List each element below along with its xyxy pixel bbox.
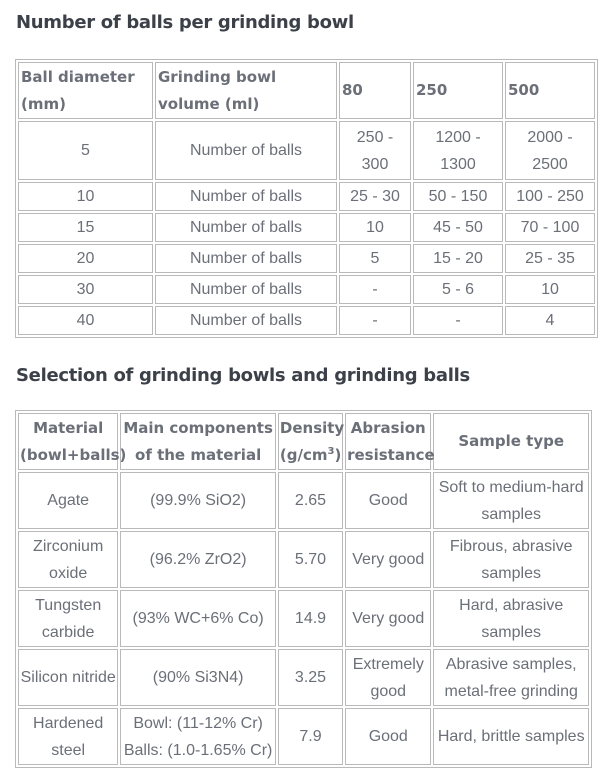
cell-80: 10	[339, 213, 411, 242]
cell-material: Silicon nitride	[18, 649, 118, 706]
cell-abrasion: Very good	[345, 590, 431, 647]
cell-abrasion: Extremely good	[345, 649, 431, 706]
cell-sample-type: Soft to medium-hard samples	[433, 472, 589, 529]
table-row	[18, 244, 595, 273]
cell-80: -	[339, 306, 411, 335]
cell-500: 2000 - 2500	[505, 121, 595, 180]
cell-diameter: 10	[18, 182, 153, 211]
components-bowl: Bowl: (11-12% Cr)	[133, 714, 263, 732]
cell-250: 15 - 20	[413, 244, 503, 273]
header-material: Material (bowl+balls)	[18, 413, 118, 470]
header-sample-type: Sample type	[433, 413, 589, 470]
table-row	[18, 531, 589, 588]
cell-diameter: 30	[18, 275, 153, 304]
cell-500: 70 - 100	[505, 213, 595, 242]
header-bowl-volume: Grinding bowl volume (ml)	[155, 62, 337, 119]
table-row	[18, 708, 589, 765]
cell-80: 25 - 30	[339, 182, 411, 211]
cell-80: 5	[339, 244, 411, 273]
cell-density: 2.65	[278, 472, 343, 529]
cell-diameter: 20	[18, 244, 153, 273]
cell-250: -	[413, 306, 503, 335]
table-row	[18, 182, 595, 211]
cell-sample-type: Fibrous, abrasive samples	[433, 531, 589, 588]
cell-density: 5.70	[278, 531, 343, 588]
table-row	[18, 472, 589, 529]
cell-label: Number of balls	[155, 121, 337, 180]
table-row	[18, 590, 589, 647]
table-header-row	[18, 62, 595, 119]
cell-label: Number of balls	[155, 275, 337, 304]
cell-80: -	[339, 275, 411, 304]
cell-label: Number of balls	[155, 182, 337, 211]
cell-components: (96.2% ZrO2)	[120, 531, 276, 588]
cell-sample-type: Hard, brittle samples	[433, 708, 589, 765]
cell-material: Hardened steel	[18, 708, 118, 765]
cell-abrasion: Very good	[345, 531, 431, 588]
header-500: 500	[505, 62, 595, 119]
section-title-bowl-selection: Selection of grinding bowls and grinding balls	[16, 365, 470, 386]
cell-250: 5 - 6	[413, 275, 503, 304]
cell-sample-type: Hard, abrasive samples	[433, 590, 589, 647]
cell-label: Number of balls	[155, 213, 337, 242]
cell-diameter: 40	[18, 306, 153, 335]
header-components: Main components of the material	[120, 413, 276, 470]
density-superscript: 3	[327, 445, 335, 457]
cell-components: (90% Si3N4)	[120, 649, 276, 706]
cell-material: Zirconium oxide	[18, 531, 118, 588]
cell-diameter: 5	[18, 121, 153, 180]
table-row	[18, 121, 595, 180]
cell-sample-type: Abrasive samples, metal-free grinding	[433, 649, 589, 706]
header-abrasion: Abrasion resistance	[345, 413, 431, 470]
cell-500: 10	[505, 275, 595, 304]
cell-abrasion: Good	[345, 708, 431, 765]
table-row	[18, 275, 595, 304]
cell-density: 14.9	[278, 590, 343, 647]
cell-components: (93% WC+6% Co)	[120, 590, 276, 647]
cell-density: 7.9	[278, 708, 343, 765]
cell-label: Number of balls	[155, 244, 337, 273]
cell-250: 50 - 150	[413, 182, 503, 211]
balls-per-bowl-table	[15, 59, 598, 338]
cell-components: (99.9% SiO2)	[120, 472, 276, 529]
table-header-row	[18, 413, 589, 470]
header-80: 80	[339, 62, 411, 119]
table-row	[18, 213, 595, 242]
header-250: 250	[413, 62, 503, 119]
cell-density: 3.25	[278, 649, 343, 706]
cell-500: 100 - 250	[505, 182, 595, 211]
components-balls: Balls: (1.0-1.65% Cr)	[123, 741, 273, 759]
cell-diameter: 15	[18, 213, 153, 242]
cell-label: Number of balls	[155, 306, 337, 335]
table-row	[18, 649, 589, 706]
cell-500: 25 - 35	[505, 244, 595, 273]
density-label: Density (g/cm	[279, 418, 345, 464]
section-title-balls-per-bowl: Number of balls per grinding bowl	[16, 12, 354, 33]
cell-500: 4	[505, 306, 595, 335]
density-close: )	[334, 445, 342, 464]
table-row	[18, 306, 595, 335]
bowl-selection-table	[15, 410, 592, 768]
header-ball-diameter: Ball diameter (mm)	[18, 62, 153, 119]
cell-abrasion: Good	[345, 472, 431, 529]
cell-material: Tungsten carbide	[18, 590, 118, 647]
cell-250: 1200 - 1300	[413, 121, 503, 180]
cell-80: 250 - 300	[339, 121, 411, 180]
header-density	[278, 413, 343, 470]
cell-250: 45 - 50	[413, 213, 503, 242]
cell-components	[120, 708, 276, 765]
cell-material: Agate	[18, 472, 118, 529]
